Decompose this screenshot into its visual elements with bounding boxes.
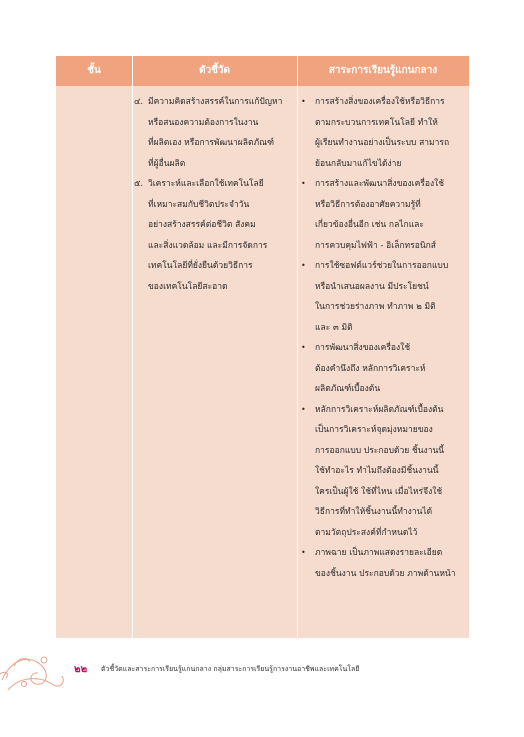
page-number: ๒๒ xyxy=(74,664,88,675)
content-line xyxy=(301,441,467,462)
content-line xyxy=(301,461,467,482)
indicator-line xyxy=(134,174,294,195)
indicator-text: เทคโนโลยีที่ยั่งยืนด้วยวิธีการ xyxy=(148,261,253,271)
content-marker: • xyxy=(301,179,306,188)
content-text: ในการช่วยร่างภาพ ทำภาพ ๒ มิติ xyxy=(315,302,436,312)
indicators-column xyxy=(134,92,294,297)
content-item xyxy=(301,256,467,338)
content-line xyxy=(301,543,467,564)
content-text: การพัฒนาสิ่งของเครื่องใช้ xyxy=(315,343,411,353)
content-line xyxy=(301,564,467,585)
content-text: ผลิตภัณฑ์เบื้องต้น xyxy=(315,384,381,394)
indicator-text: ของเทคโนโลยีสะอาด xyxy=(148,281,228,292)
column-divider xyxy=(132,56,133,638)
indicator-line xyxy=(134,277,294,298)
content-item xyxy=(301,543,467,584)
indicator-text: วิเคราะห์และเลือกใช้เทคโนโลยี xyxy=(148,179,264,189)
content-line xyxy=(301,482,467,503)
indicator-text: และสิ่งแวดล้อม และมีการจัดการ xyxy=(148,240,268,251)
table-header xyxy=(56,56,469,86)
content-item xyxy=(301,92,467,174)
indicator-line xyxy=(134,256,294,277)
header-grade: ชั้น xyxy=(87,65,101,76)
content-text: ใครเป็นผู้ใช้ ใช้ที่ไหน เมื่อไหร่จึงใช้ xyxy=(315,486,443,497)
curriculum-table xyxy=(56,56,469,638)
content-text: ตามกระบวนการเทคโนโลยี ทำให้ xyxy=(315,117,438,128)
content-item xyxy=(301,338,467,400)
indicator-text: ที่เหมาะสมกับชีวิตประจำวัน xyxy=(148,199,250,210)
content-item xyxy=(301,400,467,544)
floral-ornament-icon xyxy=(0,640,80,700)
content-line xyxy=(301,174,467,195)
indicator-line xyxy=(134,154,294,175)
indicator-item xyxy=(134,174,294,297)
indicator-text: ที่ผลิตเอง หรือการพัฒนาผลิตภัณฑ์ xyxy=(148,138,275,148)
content-line xyxy=(301,236,467,257)
content-text: ของชิ้นงาน ประกอบด้วย ภาพด้านหน้า xyxy=(315,568,456,579)
content-line xyxy=(301,379,467,400)
content-text: การสร้างสิ่งของเครื่องใช้หรือวิธีการ xyxy=(315,97,445,107)
content-line xyxy=(301,154,467,175)
content-line xyxy=(301,502,467,523)
content-line xyxy=(301,420,467,441)
indicator-text: อย่างสร้างสรรค์ต่อชีวิต สังคม xyxy=(148,220,256,230)
content-marker: • xyxy=(301,343,306,352)
indicator-line xyxy=(134,92,294,113)
indicator-marker: ๔. xyxy=(134,97,144,107)
content-text: ต้องคำนึงถึง หลักการวิเคราะห์ xyxy=(315,363,426,374)
content-text: การควบคุมไฟฟ้า - อิเล็กทรอนิกส์ xyxy=(315,240,436,251)
content-line xyxy=(301,338,467,359)
content-line xyxy=(301,318,467,339)
content-text: การใช้ซอฟต์แวร์ช่วยในการออกแบบ xyxy=(315,261,449,271)
content-item xyxy=(301,174,467,256)
content-line xyxy=(301,215,467,236)
footer-text: ตัวชี้วัดและสาระการเรียนรู้แกนกลาง กลุ่มสาระการเรียนรู้การงานอาชีพและเทคโนโลยี xyxy=(101,665,360,673)
indicator-text: หรือสนองความต้องการในงาน xyxy=(148,117,259,128)
content-line xyxy=(301,277,467,298)
content-text: การสร้างและพัฒนาสิ่งของเครื่องใช้ xyxy=(315,179,445,189)
content-text: ภาพฉาย เป็นภาพแสดงรายละเอียด xyxy=(315,548,443,558)
column-divider xyxy=(297,56,298,638)
indicator-line xyxy=(134,215,294,236)
content-marker: • xyxy=(301,404,306,414)
content-line xyxy=(301,400,467,421)
content-text: ผู้เรียนทำงานอย่างเป็นระบบ สามารถ xyxy=(315,138,450,148)
content-text: หรือนำเสนอผลงาน มีประโยชน์ xyxy=(315,281,429,292)
indicator-marker: ๕. xyxy=(134,179,144,189)
indicator-text: ที่ผู้อื่นผลิต xyxy=(148,158,186,169)
content-text: และ ๓ มิติ xyxy=(315,322,353,333)
header-core-content: สาระการเรียนรู้แกนกลาง xyxy=(328,65,438,76)
content-line xyxy=(301,92,467,113)
content-line xyxy=(301,523,467,544)
indicator-line xyxy=(134,195,294,216)
content-line xyxy=(301,359,467,380)
content-marker: • xyxy=(301,548,306,557)
indicator-text: มีความคิดสร้างสรรค์ในการแก้ปัญหา xyxy=(148,97,283,107)
indicator-line xyxy=(134,236,294,257)
content-text: เป็นการวิเคราะห์จุดมุ่งหมายของ xyxy=(315,425,433,435)
indicator-line xyxy=(134,133,294,154)
content-text: ย้อนกลับมาแก้ไขได้ง่าย xyxy=(315,158,402,169)
content-line xyxy=(301,133,467,154)
content-text: การออกแบบ ประกอบด้วย ชิ้นงานนี้ xyxy=(315,445,445,456)
content-text: ตามวัตถุประสงค์ที่กำหนดไว้ xyxy=(315,527,418,538)
content-line xyxy=(301,297,467,318)
content-text: วิธีการที่ทำให้ชิ้นงานนี้ทำงานได้ xyxy=(315,507,433,517)
content-text: ใช้ทำอะไร ทำไมถึงต้องมีชิ้นงานนี้ xyxy=(315,466,439,476)
content-marker: • xyxy=(301,261,306,270)
content-marker: • xyxy=(301,97,306,106)
indicator-line xyxy=(134,113,294,134)
content-line xyxy=(301,113,467,134)
content-text: หรือวิธีการต้องอาศัยความรู้ที่ xyxy=(315,199,421,210)
content-line xyxy=(301,195,467,216)
page-footer xyxy=(0,640,524,700)
content-line xyxy=(301,256,467,277)
content-text: เกี่ยวข้องอื่นอีก เช่น กลไกและ xyxy=(315,220,424,230)
core-content-column xyxy=(301,92,467,584)
content-text: หลักการวิเคราะห์ผลิตภัณฑ์เบื้องต้น xyxy=(315,404,444,415)
header-indicators: ตัวชี้วัด xyxy=(198,65,230,76)
indicator-item xyxy=(134,92,294,174)
